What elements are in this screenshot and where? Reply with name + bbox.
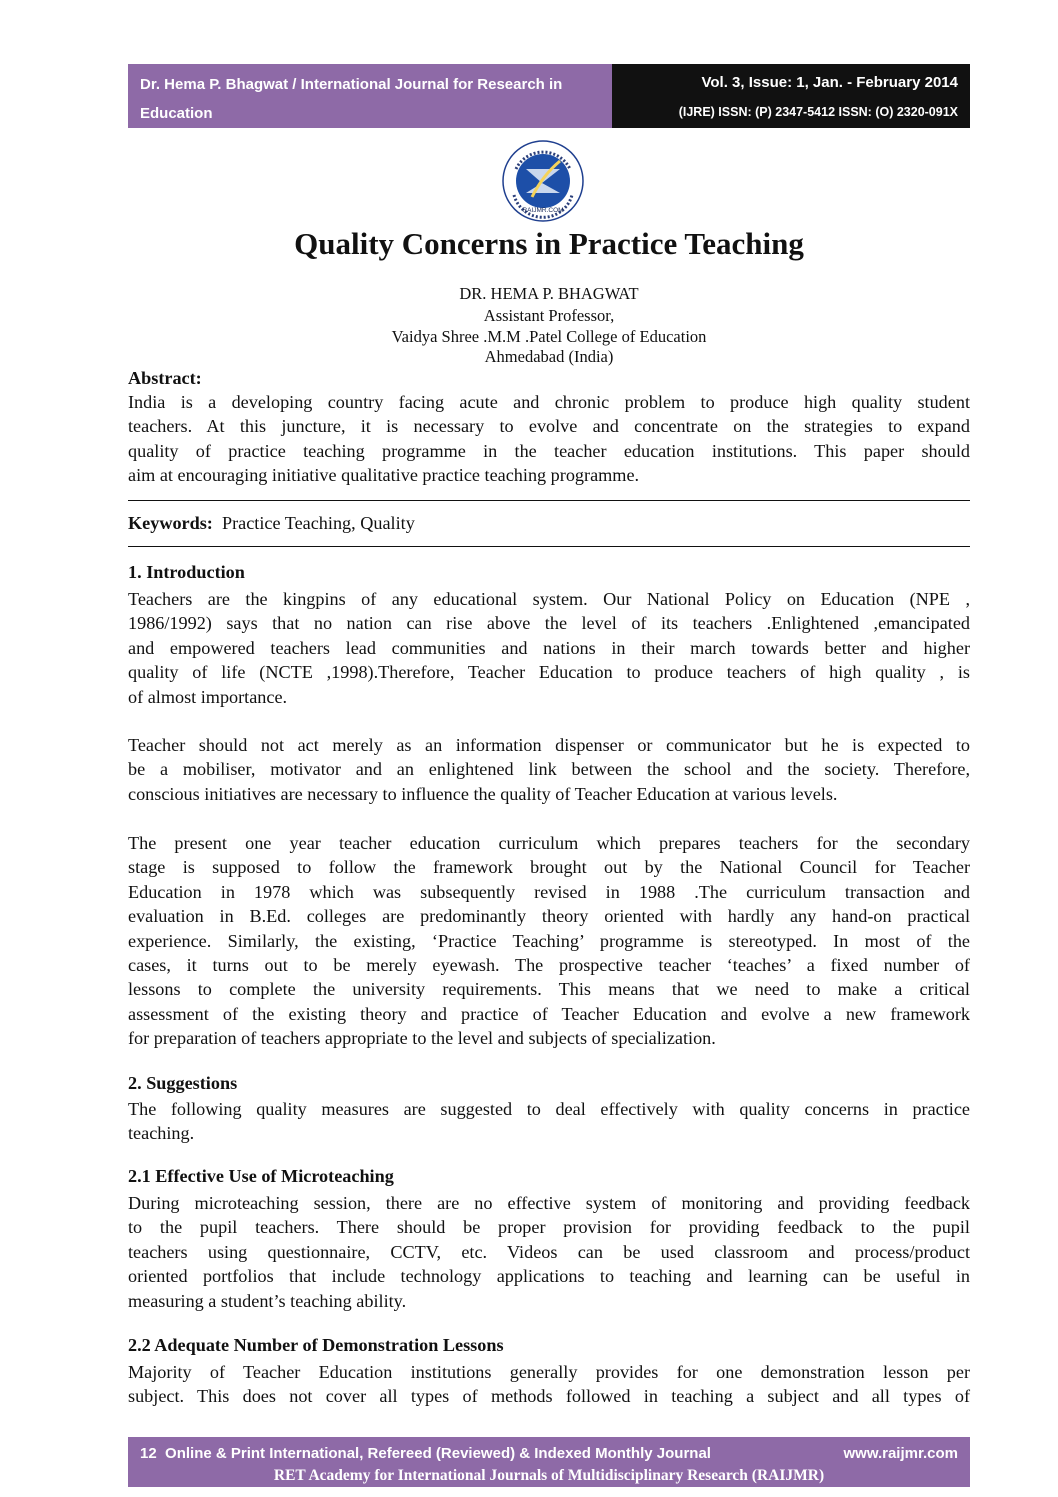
text-line: Majority of Teacher Education institutions generally provides for one demonstration lesson per xyxy=(128,1362,970,1382)
intro-paragraph-3 xyxy=(128,831,970,1051)
abstract-line: quality of practice teaching programme in the teacher education institutions. This paper should xyxy=(128,440,970,461)
abstract-line: aim at encouraging initiative qualitative practice teaching programme. xyxy=(128,465,640,486)
page-number: 12 xyxy=(140,1445,157,1462)
section-heading-2-1: 2.1 Effective Use of Microteaching xyxy=(128,1166,394,1186)
text-line: measuring a student’s teaching ability. xyxy=(128,1290,407,1311)
text-line: evaluation in B.Ed. colleges are predominantly theory oriented with hardly any hand-on practical xyxy=(128,906,970,927)
intro-paragraph-2 xyxy=(128,733,970,806)
text-line: The following quality measures are suggested to deal effectively with quality concerns in practice xyxy=(128,1099,970,1119)
abstract-line: India is a developing country facing acute and chronic problem to produce high quality student xyxy=(128,392,970,412)
abstract-body xyxy=(128,390,970,488)
page-footer xyxy=(128,1437,970,1487)
section-heading-suggestions: 2. Suggestions xyxy=(128,1073,238,1093)
intro-paragraph-1 xyxy=(128,587,970,709)
text-line: to the pupil teachers. There should be proper provision for providing feedback to the pupil xyxy=(128,1217,970,1238)
running-header-author xyxy=(128,64,612,128)
text-line: Teacher should not act merely as an information dispenser or communicator but he is expected to xyxy=(128,735,970,755)
text-line: teachers using questionnaire, CCTV, etc. Videos can be used classroom and process/product xyxy=(128,1241,970,1262)
text-line: and empowered teachers lead communities and nations in their march towards better and higher xyxy=(128,637,970,658)
text-line: cases, it turns out to be merely eyewash. The prospective teacher ‘teaches’ a fixed number of xyxy=(128,955,970,976)
author-location: Ahmedabad (India) xyxy=(484,347,614,366)
keywords-value: Practice Teaching, Quality xyxy=(221,513,415,533)
suggestions-paragraph xyxy=(128,1097,970,1146)
section-2-2-paragraph xyxy=(128,1360,970,1409)
author-institution: Vaidya Shree .M.M .Patel College of Education xyxy=(391,327,707,346)
text-line: conscious initiatives are necessary to influence the quality of Teacher Education at various levels. xyxy=(128,783,838,804)
header-line-2: Education xyxy=(140,105,213,122)
section-heading-2-2: 2.2 Adequate Number of Demonstration Lessons xyxy=(128,1335,504,1355)
divider xyxy=(128,500,970,501)
text-line: oriented portfolios that include technology applications to teaching and learning can be useful in xyxy=(128,1266,970,1287)
abstract-heading: Abstract: xyxy=(128,368,202,388)
footer-academy: RET Academy for International Journals of Multidisciplinary Research (RAIJMR) xyxy=(273,1467,825,1484)
footer-journal: Online & Print International, Refereed (Reviewed) & Indexed Monthly Journal xyxy=(165,1445,711,1462)
text-line: 1986/1992) says that no nation can rise above the level of its teachers .Enlightened ,emancipated xyxy=(128,613,970,634)
text-line: be a mobiliser, motivator and an enlightened link between the school and the society. Therefore, xyxy=(128,759,970,780)
journal-logo xyxy=(502,139,584,223)
text-line: quality of life (NCTE ,1998).Therefore, Teacher Education to produce teachers of high quality , is xyxy=(128,662,970,683)
footer-website[interactable]: www.raijmr.com xyxy=(843,1445,958,1462)
header-line-1: Dr. Hema P. Bhagwat / International Journal for Research in xyxy=(140,76,563,93)
keywords xyxy=(128,511,970,535)
divider xyxy=(128,546,970,547)
text-line: teaching. xyxy=(128,1123,195,1144)
text-line: Education in 1978 which was subsequently revised in 1988 .The curriculum transaction and xyxy=(128,881,970,902)
running-header-volume xyxy=(612,64,970,128)
text-line: for preparation of teachers appropriate to the level and subjects of specialization. xyxy=(128,1028,716,1049)
text-line: subject. This does not cover all types of methods followed in teaching a subject and all types of xyxy=(128,1386,970,1407)
paper-title: Quality Concerns in Practice Teaching xyxy=(294,226,804,261)
issn-info: (IJRE) ISSN: (P) 2347-5412 ISSN: (O) 2320-091X xyxy=(678,105,958,119)
text-line: experience. Similarly, the existing, ‘Practice Teaching’ programme is stereotyped. In most of the xyxy=(128,930,970,951)
volume-issue: Vol. 3, Issue: 1, Jan. - February 2014 xyxy=(701,74,958,91)
text-line: During microteaching session, there are no effective system of monitoring and providing feedback xyxy=(128,1193,970,1213)
author-name: DR. HEMA P. BHAGWAT xyxy=(459,284,639,303)
text-line: lessons to complete the university requirements. This means that we need to make a critical xyxy=(128,979,970,1000)
text-line: Teachers are the kingpins of any educational system. Our National Policy on Education (NPE , xyxy=(128,589,970,609)
abstract-line: teachers. At this juncture, it is necessary to evolve and concentrate on the strategies to expand xyxy=(128,416,970,437)
keywords-label: Keywords: xyxy=(128,513,213,533)
section-2-1-paragraph xyxy=(128,1191,970,1313)
author-position: Assistant Professor, xyxy=(483,306,615,325)
footer-journal-line xyxy=(140,1445,711,1462)
text-line: of almost importance. xyxy=(128,686,288,707)
logo-text: RAIJMR.COM xyxy=(522,207,564,214)
text-line: assessment of the existing theory and practice of Teacher Education and evolve a new framework xyxy=(128,1003,970,1024)
section-heading-introduction: 1. Introduction xyxy=(128,562,245,582)
text-line: stage is supposed to follow the framework brought out by the National Council for Teacher xyxy=(128,857,970,878)
text-line: The present one year teacher education curriculum which prepares teachers for the secondary xyxy=(128,833,970,853)
